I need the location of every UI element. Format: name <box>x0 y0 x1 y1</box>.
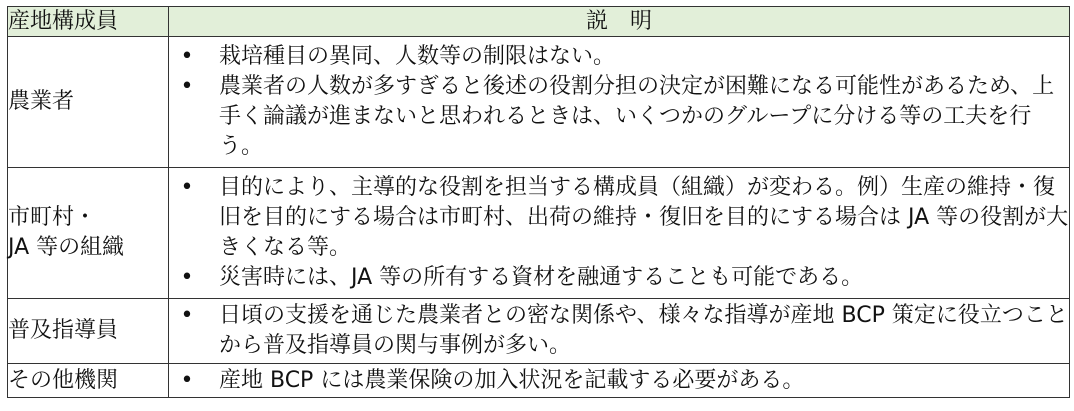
item-text: 災害時には、JA 等の所有する資材を融通することも可能である。 <box>219 265 864 290</box>
list-item <box>169 173 1069 263</box>
member-label: その他機関 <box>8 367 119 393</box>
list-item <box>169 42 1069 72</box>
description-cell <box>169 299 1070 364</box>
list-item <box>169 301 1069 361</box>
bullet-icon: • <box>180 367 194 393</box>
description-cell <box>169 37 1070 168</box>
bullet-icon: • <box>180 44 194 69</box>
header-description: 説 明 <box>169 7 1070 37</box>
item-text: 産地 BCP には農業保険の加入状況を記載する必要がある。 <box>219 367 805 393</box>
member-cell <box>8 37 169 168</box>
bullet-icon: • <box>180 265 194 290</box>
item-text: 目的により、主導的な役割を担当する構成員（組織）が変わる。例）生産の維持・復旧を目的にする場合は市町村、出荷の維持・復旧を目的にする場合は JA 等の役割が大きくなる等。 <box>219 175 1069 260</box>
table-row-municipality <box>8 168 1070 299</box>
description-cell <box>169 364 1070 398</box>
member-label: 農業者 <box>8 89 75 114</box>
member-cell <box>8 168 169 299</box>
header-row <box>8 7 1070 37</box>
table-row-extension-officer <box>8 299 1070 364</box>
member-cell <box>8 299 169 364</box>
member-roles-table <box>7 6 1070 398</box>
header-member: 産地構成員 <box>8 7 169 37</box>
item-text: 日頃の支援を通じた農業者との密な関係や、様々な指導が産地 BCP 策定に役立つことから普及指導員の関与事例が多い。 <box>219 303 1068 358</box>
list-item <box>169 263 1069 293</box>
member-label-line2: JA 等の組織 <box>8 235 125 260</box>
description-cell <box>169 168 1070 299</box>
bullet-icon: • <box>180 74 194 99</box>
member-cell <box>8 364 169 398</box>
member-label-line1: 市町村・ <box>8 205 97 230</box>
list-item <box>169 366 1069 396</box>
item-text: 農業者の人数が多すぎると後述の役割分担の決定が困難になる可能性があるため、上手く論議が進まないと思われるときは、いくつかのグループに分ける等の工夫を行う。 <box>219 74 1055 159</box>
bullet-icon: • <box>180 175 194 200</box>
bullet-icon: • <box>180 303 194 328</box>
table-row-farmers <box>8 37 1070 168</box>
member-label: 普及指導員 <box>8 318 119 343</box>
list-item <box>169 72 1069 162</box>
table-row-other-organizations <box>8 364 1070 398</box>
item-text: 栽培種目の異同、人数等の制限はない。 <box>219 44 616 69</box>
